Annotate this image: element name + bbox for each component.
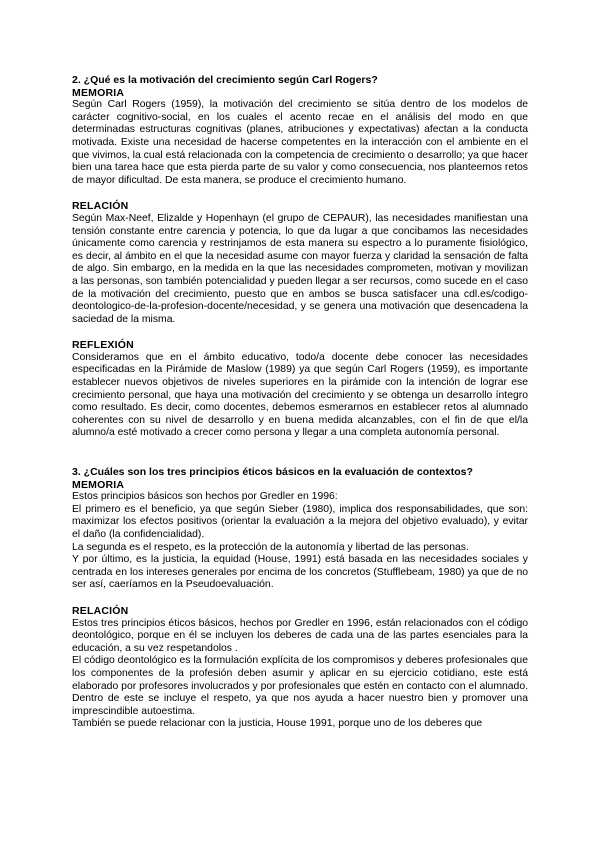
reflexion-label: REFLEXIÓN (72, 339, 134, 352)
memoria-paragraph: Y por último, es la justicia, la equidad (House, 1991) está basada en las necesidades sociales y centrada en los intereses generales por encima de los concretos (Stufflebeam, 1980) ya que de no ser así, caeríamos en la Pseudoevaluación. (72, 554, 528, 591)
section-3-title: 3. ¿Cuáles son los tres principios éticos básicos en la evaluación de contextos? (72, 466, 473, 479)
relacion-paragraph: El código deontológico es la formulación explícita de los compromisos y deberes profesionales que los componentes de la profesión deben asumir y aplicar en su ejercicio cotidiano, este está elaborado por profesores involucrados y por profesionales que estén en contacto con el alumnado. Dentro de este se incluye el respeto, ya que nos ayuda a hacer nuestro bien y promover una imprescindible autoestima. (72, 655, 528, 717)
relacion-paragraph: Según Max-Neef, Elizalde y Hopenhayn (el grupo de CEPAUR), las necesidades manifiestan una tensión constante entre carencia y potencia, lo que da lugar a que concibamos las necesidades únicamente como carencia y restrinjamos de esta manera su espectro a lo puramente fisiológico, es decir, al ámbito en el que la necesidad asume con mayor fuerza y claridad la sensación de falta de algo. Sin embargo, en la medida en la que las necesidades comprometen, motivan y movilizan a las personas, son también potencialidad y pueden llegar a ser recursos, como sucede en el caso de la motivación del crecimiento, puesto que en ambos se busca satisfacer una cdl.es/codigo-deontologico-de-la-profesion-docente/necesidad, y se genera una motivación que desencadena la saciedad de la misma. (72, 212, 528, 325)
memoria-paragraph: El primero es el beneficio, ya que según Sieber (1980), implica dos responsabilidades, que son: maximizar los efectos positivos (orientar la evaluación a la mejora del objetivo evaluado), y evitar el daño (la confidencialidad). (72, 503, 528, 540)
memoria-paragraph: Según Carl Rogers (1959), la motivación del crecimiento se sitúa dentro de los modelos de carácter cognitivo-social, en los cuales el acento recae en el análisis del modo en que determinadas estructuras cognitivas (planes, atribuciones y expectativas) afectan a la conducta motivada. Existe una necesidad de hacerse competentes en la interacción con el ambiente en el que vivimos, la cual está relacionada con la competencia de crecimiento o desarrollo; ya que hacer bien una tarea hace que esta pierda parte de su valor y como consecuencia, nos planteemos retos de mayor dificultad. De esta manera, se produce el crecimiento humano. (72, 99, 528, 186)
relacion-paragraph: También se puede relacionar con la justicia, House 1991, porque uno de los deberes que (72, 718, 483, 730)
section-2-title: 2. ¿Qué es la motivación del crecimiento según Carl Rogers? (72, 74, 378, 86)
memoria-label: MEMORIA (72, 478, 125, 491)
reflexion-paragraph: Consideramos que en el ámbito educativo, todo/a docente debe conocer las necesidades especificadas en la Pirámide de Maslow (1989) ya que según Carl Rogers (1959), es importante establecer nuevos objetivos de niveles superiores en la pirámide con la intención de lograr ese crecimiento personal, que haya una motivación del crecimiento y se obtenga un desarrollo íntegro como resultado. Es decir, como docentes, debemos esmerarnos en establecer retos al alumnado coherentes con su nivel de desarrollo y en buena medida alcanzables, con el fin de que el/la alumno/a esté motivado a crecer como persona y llegar a una completa autonomía personal. (72, 351, 528, 439)
relacion-label: RELACIÓN (72, 604, 129, 617)
relacion-paragraph: Estos tres principios éticos básicos, hechos por Gredler en 1996, están relacionados con el código deontológico, porque en él se incluyen los deberes de cada una de las partes esenciales para la educación, a su vez respetandolos . (72, 617, 528, 654)
relacion-label: RELACIÓN (72, 200, 129, 213)
memoria-paragraph: Estos principios básicos son hechos por Gredler en 1996: (72, 491, 338, 503)
memoria-paragraph: La segunda es el respeto, es la protección de la autonomía y libertad de las personas. (72, 541, 469, 553)
memoria-label: MEMORIA (72, 86, 125, 99)
document-page (72, 74, 528, 731)
